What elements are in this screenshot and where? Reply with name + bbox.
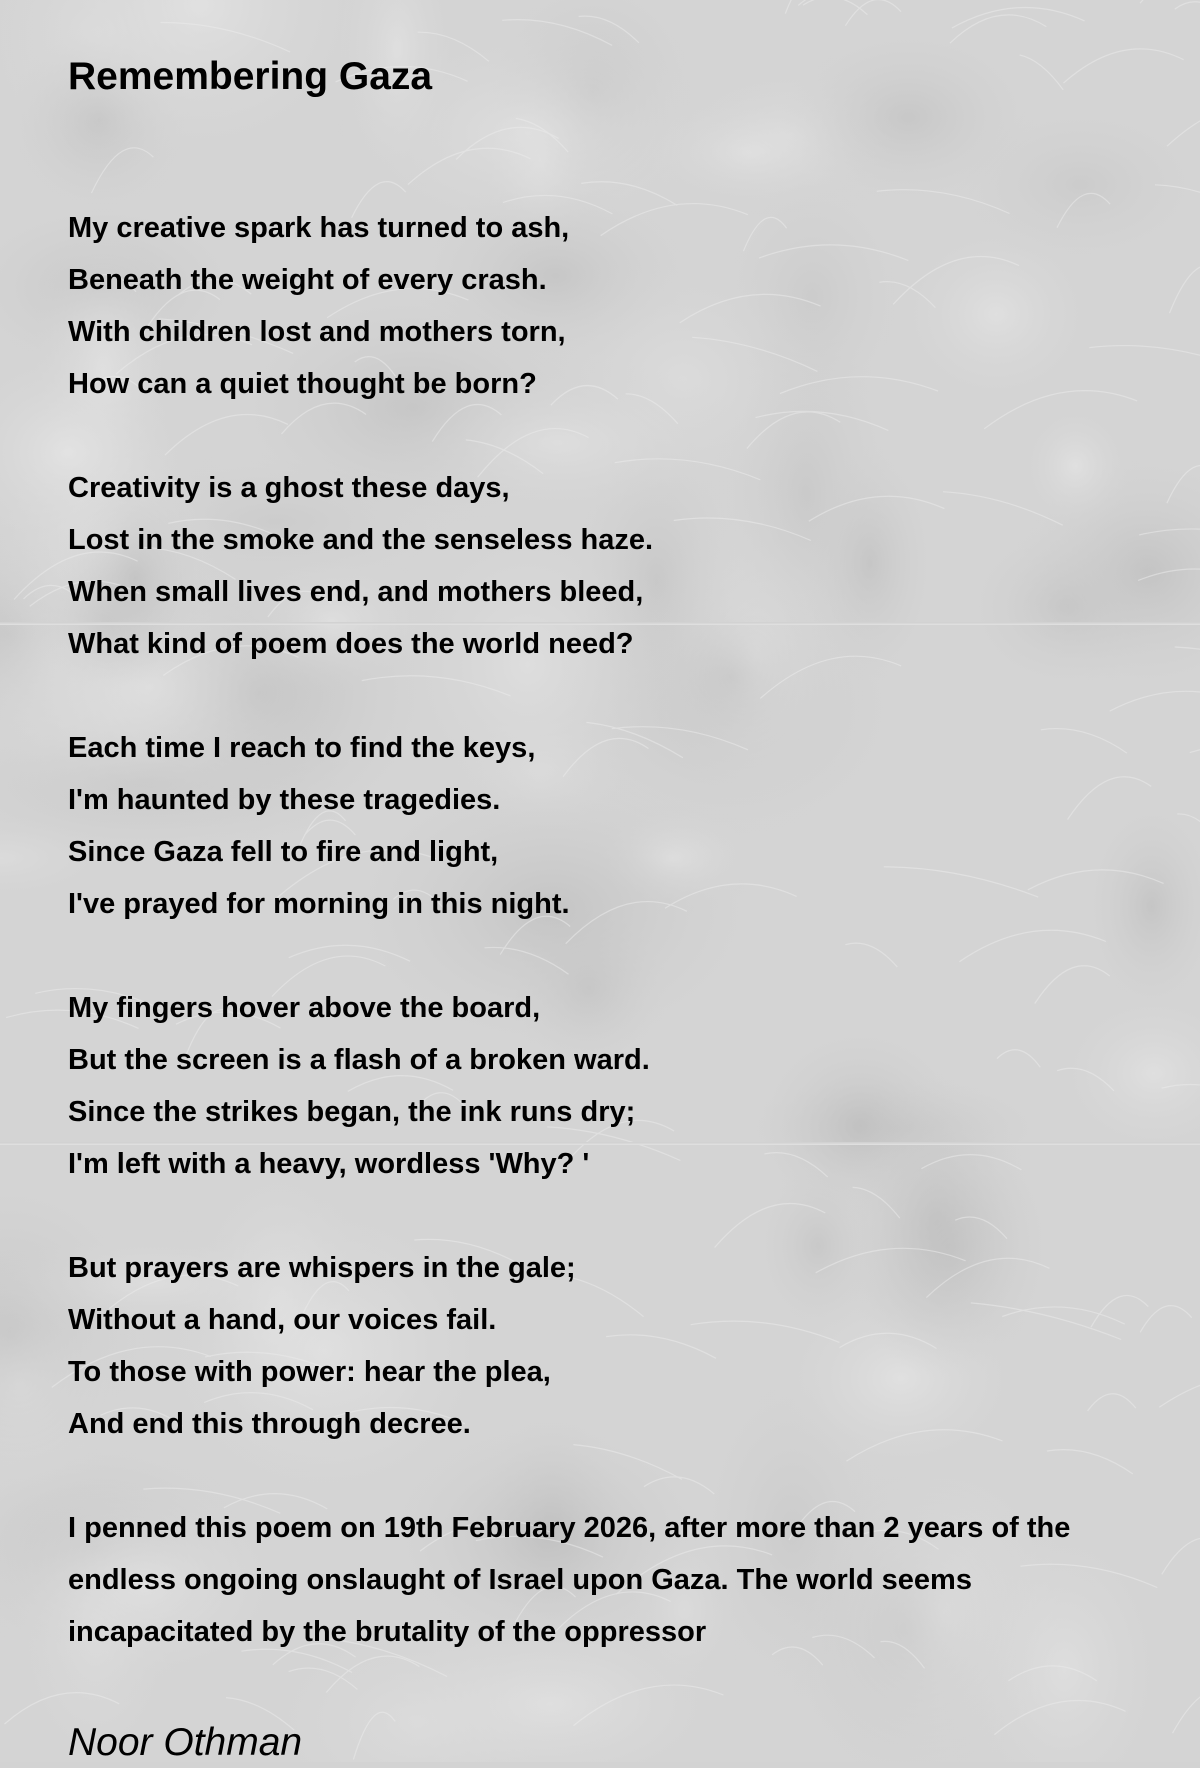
stanza (68, 982, 1148, 1190)
poem-line: To those with power: hear the plea, (68, 1356, 551, 1388)
poem-container (68, 52, 1148, 1768)
poem-title: Remembering Gaza (68, 55, 433, 98)
poem-line: Lost in the smoke and the senseless haze. (68, 524, 654, 556)
poem-line: Beneath the weight of every crash. (68, 264, 547, 296)
stanza (68, 722, 1148, 930)
poem-line: My creative spark has turned to ash, (68, 212, 570, 244)
stanza (68, 1242, 1148, 1450)
author-note: I penned this poem on 19th February 2026, after more than 2 years of the endless ongoing onslaught of Israel upon Gaza. The world seems incapacitated by the brutality of the oppressor (68, 1512, 1071, 1648)
poem-line: With children lost and mothers torn, (68, 316, 566, 348)
author-name: Noor Othman (68, 1721, 303, 1764)
poem-line: When small lives end, and mothers bleed, (68, 576, 644, 608)
poem-line: But the screen is a flash of a broken ward. (68, 1044, 650, 1076)
stanza (68, 202, 1148, 410)
poem-line: What kind of poem does the world need? (68, 628, 634, 660)
poem-line: I've prayed for morning in this night. (68, 888, 570, 920)
poem-line: But prayers are whispers in the gale; (68, 1252, 576, 1284)
poem-line: And end this through decree. (68, 1408, 471, 1440)
poem-line: How can a quiet thought be born? (68, 368, 537, 400)
poem-body (68, 202, 1148, 1658)
poem-line: Each time I reach to find the keys, (68, 732, 536, 764)
poem-line: Without a hand, our voices fail. (68, 1304, 497, 1336)
poem-line: I'm left with a heavy, wordless 'Why? ' (68, 1148, 590, 1180)
poem-line: I'm haunted by these tragedies. (68, 784, 501, 816)
poem-line: My fingers hover above the board, (68, 992, 541, 1024)
stanza (68, 462, 1148, 670)
poem-line: Creativity is a ghost these days, (68, 472, 510, 504)
poem-line: Since the strikes began, the ink runs dry; (68, 1096, 636, 1128)
poem-line: Since Gaza fell to fire and light, (68, 836, 499, 868)
